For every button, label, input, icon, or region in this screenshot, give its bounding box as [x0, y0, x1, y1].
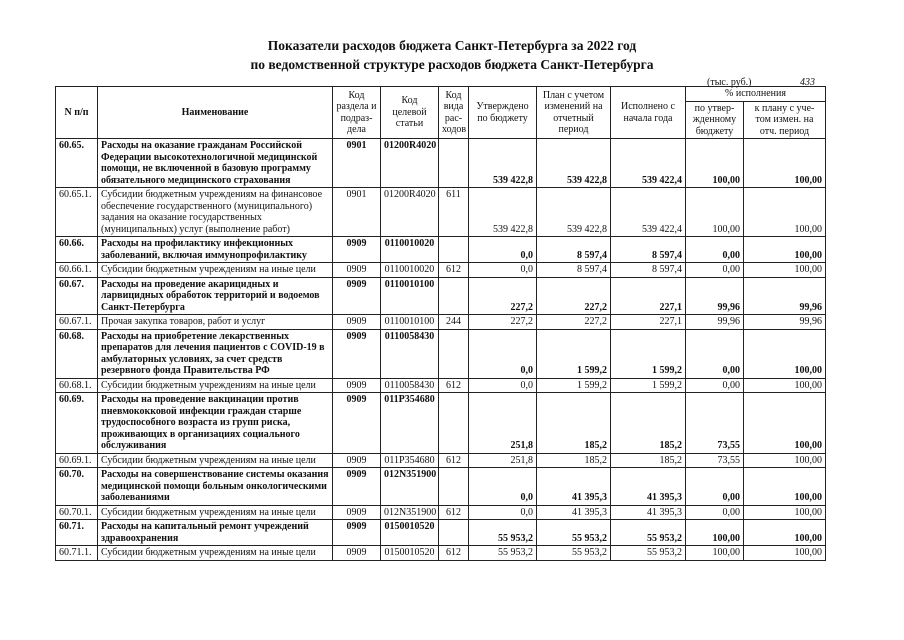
row-plan: 185,2: [537, 393, 611, 454]
header-utv: Утверждено по бюджету: [469, 87, 537, 139]
table-row: [56, 188, 826, 237]
row-plan: 55 953,2: [537, 546, 611, 561]
row-statia: 011P354680: [381, 393, 439, 454]
row-approved: 0,0: [469, 505, 537, 520]
row-plan: 227,2: [537, 315, 611, 330]
row-razdel: 0909: [333, 263, 381, 278]
row-vid: [439, 393, 469, 454]
table-row: [56, 393, 826, 454]
row-statia: 0110010100: [381, 277, 439, 315]
row-approved: 539 422,8: [469, 188, 537, 237]
row-approved: 55 953,2: [469, 520, 537, 546]
row-number: 60.71.1.: [56, 546, 98, 561]
header-plan: План с учетом изменений на отчетный период: [537, 87, 611, 139]
row-name: Расходы на проведение акарицидных и ларвицидных обработок территорий и водоемов Санкт-Петербурга: [98, 277, 333, 315]
row-pct-plan: 100,00: [744, 237, 826, 263]
row-pct-plan: 100,00: [744, 505, 826, 520]
row-pct-approved: 0,00: [686, 505, 744, 520]
table-row: [56, 315, 826, 330]
row-vid: [439, 237, 469, 263]
row-name: Расходы на профилактику инфекционных заболеваний, включая иммунопрофилактику: [98, 237, 333, 263]
row-name: Субсидии бюджетным учреждениям на иные цели: [98, 378, 333, 393]
row-statia: 012N351900: [381, 468, 439, 506]
row-plan: 41 395,3: [537, 468, 611, 506]
row-razdel: 0901: [333, 188, 381, 237]
row-pct-approved: 99,96: [686, 277, 744, 315]
header-razdel: Код раздела и подраз-дела: [333, 87, 381, 139]
row-razdel: 0909: [333, 315, 381, 330]
page-title: Показатели расходов бюджета Санкт-Петербурга за 2022 год: [267, 38, 637, 53]
row-vid: 611: [439, 188, 469, 237]
table-row: [56, 329, 826, 378]
header-isp: Исполнено с начала года: [611, 87, 686, 139]
row-vid: 612: [439, 546, 469, 561]
row-razdel: 0901: [333, 139, 381, 188]
row-executed: 227,1: [611, 277, 686, 315]
row-statia: 0110010020: [381, 263, 439, 278]
row-plan: 1 599,2: [537, 329, 611, 378]
row-pct-plan: 100,00: [744, 188, 826, 237]
row-razdel: 0909: [333, 329, 381, 378]
row-number: 60.70.: [56, 468, 98, 506]
row-approved: 227,2: [469, 277, 537, 315]
page-number: 433: [800, 77, 815, 88]
row-pct-approved: 100,00: [686, 139, 744, 188]
row-pct-plan: 100,00: [744, 263, 826, 278]
row-number: 60.71.: [56, 520, 98, 546]
row-number: 60.65.: [56, 139, 98, 188]
row-pct-plan: 99,96: [744, 315, 826, 330]
row-number: 60.66.1.: [56, 263, 98, 278]
table-row: [56, 468, 826, 506]
row-vid: [439, 468, 469, 506]
row-pct-plan: 99,96: [744, 277, 826, 315]
row-executed: 55 953,2: [611, 520, 686, 546]
row-executed: 185,2: [611, 453, 686, 468]
row-vid: 612: [439, 378, 469, 393]
row-pct-plan: 100,00: [744, 520, 826, 546]
row-executed: 8 597,4: [611, 263, 686, 278]
row-razdel: 0909: [333, 237, 381, 263]
expenses-table: [55, 86, 826, 561]
row-statia: 0150010520: [381, 546, 439, 561]
table-row: [56, 139, 826, 188]
row-vid: [439, 520, 469, 546]
row-number: 60.67.: [56, 277, 98, 315]
row-plan: 539 422,8: [537, 188, 611, 237]
row-executed: 539 422,4: [611, 188, 686, 237]
header-vid: Код вида рас-ходов: [439, 87, 469, 139]
row-name: Субсидии бюджетным учреждениям на иные цели: [98, 263, 333, 278]
row-approved: 227,2: [469, 315, 537, 330]
row-number: 60.70.1.: [56, 505, 98, 520]
row-pct-plan: 100,00: [744, 453, 826, 468]
table-row: [56, 546, 826, 561]
header-pct-utv: по утвер-жденному бюджету: [686, 101, 744, 139]
row-plan: 539 422,8: [537, 139, 611, 188]
row-name: Субсидии бюджетным учреждениям на иные цели: [98, 546, 333, 561]
row-executed: 539 422,4: [611, 139, 686, 188]
row-number: 60.66.: [56, 237, 98, 263]
row-pct-approved: 99,96: [686, 315, 744, 330]
header-name: Наименование: [98, 87, 333, 139]
row-executed: 185,2: [611, 393, 686, 454]
row-pct-plan: 100,00: [744, 378, 826, 393]
table-row: [56, 453, 826, 468]
row-plan: 8 597,4: [537, 263, 611, 278]
row-number: 60.67.1.: [56, 315, 98, 330]
row-pct-approved: 100,00: [686, 520, 744, 546]
header-np: N п/п: [56, 87, 98, 139]
row-name: Субсидии бюджетным учреждениям на финансовое обеспечение государственного (муниципального) задания на оказание государственных (муниципальных) услуг (выполнение работ): [98, 188, 333, 237]
row-statia: 012N351900: [381, 505, 439, 520]
row-statia: 011P354680: [381, 453, 439, 468]
row-executed: 1 599,2: [611, 329, 686, 378]
row-pct-approved: 73,55: [686, 453, 744, 468]
row-vid: [439, 139, 469, 188]
row-pct-approved: 0,00: [686, 378, 744, 393]
row-name: Субсидии бюджетным учреждениям на иные цели: [98, 505, 333, 520]
row-name: Расходы на проведение вакцинации против пневмококковой инфекции граждан старше трудоспособного возраста из групп риска, проживающих в организациях социального обслуживания: [98, 393, 333, 454]
row-number: 60.65.1.: [56, 188, 98, 237]
row-pct-approved: 0,00: [686, 237, 744, 263]
row-name: Расходы на приобретение лекарственных препаратов для лечения пациентов с COVID-19 в амбулаторных условиях, за счет средств резервного фонда Правительства РФ: [98, 329, 333, 378]
row-number: 60.68.1.: [56, 378, 98, 393]
row-approved: 0,0: [469, 237, 537, 263]
row-statia: 01200R4020: [381, 139, 439, 188]
table-row: [56, 520, 826, 546]
row-razdel: 0909: [333, 468, 381, 506]
row-vid: [439, 329, 469, 378]
row-razdel: 0909: [333, 378, 381, 393]
row-name: Субсидии бюджетным учреждениям на иные цели: [98, 453, 333, 468]
row-statia: 0110010100: [381, 315, 439, 330]
header-pct-group: % исполнения: [686, 87, 826, 102]
row-statia: 0110058430: [381, 329, 439, 378]
row-pct-approved: 100,00: [686, 188, 744, 237]
row-razdel: 0909: [333, 505, 381, 520]
row-plan: 227,2: [537, 277, 611, 315]
row-vid: 612: [439, 453, 469, 468]
row-approved: 251,8: [469, 453, 537, 468]
row-approved: 0,0: [469, 263, 537, 278]
table-row: [56, 505, 826, 520]
table-row: [56, 378, 826, 393]
row-pct-plan: 100,00: [744, 329, 826, 378]
page-subtitle: по ведомственной структуре расходов бюджета Санкт-Петербурга: [250, 57, 654, 72]
row-statia: 01200R4020: [381, 188, 439, 237]
row-name: Расходы на совершенствование системы оказания медицинской помощи больным онкологическими заболеваниями: [98, 468, 333, 506]
row-vid: 612: [439, 505, 469, 520]
row-executed: 227,1: [611, 315, 686, 330]
row-pct-plan: 100,00: [744, 393, 826, 454]
row-razdel: 0909: [333, 393, 381, 454]
row-statia: 0150010520: [381, 520, 439, 546]
row-razdel: 0909: [333, 277, 381, 315]
row-name: Расходы на капитальный ремонт учреждений здравоохранения: [98, 520, 333, 546]
row-executed: 8 597,4: [611, 237, 686, 263]
row-approved: 251,8: [469, 393, 537, 454]
row-statia: 0110010020: [381, 237, 439, 263]
row-executed: 41 395,3: [611, 468, 686, 506]
row-statia: 0110058430: [381, 378, 439, 393]
unit-label: (тыс. руб.): [707, 77, 752, 88]
row-number: 60.69.: [56, 393, 98, 454]
header-pct-plan: к плану с уче-том измен. на отч. период: [744, 101, 826, 139]
row-plan: 1 599,2: [537, 378, 611, 393]
table-row: [56, 263, 826, 278]
row-plan: 185,2: [537, 453, 611, 468]
row-pct-plan: 100,00: [744, 546, 826, 561]
row-pct-approved: 0,00: [686, 263, 744, 278]
row-approved: 0,0: [469, 329, 537, 378]
row-plan: 8 597,4: [537, 237, 611, 263]
row-approved: 55 953,2: [469, 546, 537, 561]
row-pct-plan: 100,00: [744, 139, 826, 188]
row-number: 60.68.: [56, 329, 98, 378]
table-row: [56, 277, 826, 315]
row-razdel: 0909: [333, 453, 381, 468]
row-executed: 55 953,2: [611, 546, 686, 561]
row-plan: 55 953,2: [537, 520, 611, 546]
row-executed: 41 395,3: [611, 505, 686, 520]
row-vid: 244: [439, 315, 469, 330]
row-razdel: 0909: [333, 546, 381, 561]
row-name: Прочая закупка товаров, работ и услуг: [98, 315, 333, 330]
row-pct-plan: 100,00: [744, 468, 826, 506]
row-pct-approved: 0,00: [686, 329, 744, 378]
header-statia: Код целевой статьи: [381, 87, 439, 139]
row-number: 60.69.1.: [56, 453, 98, 468]
row-approved: 539 422,8: [469, 139, 537, 188]
row-executed: 1 599,2: [611, 378, 686, 393]
table-row: [56, 237, 826, 263]
row-name: Расходы на оказание гражданам Российской Федерации высокотехнологичной медицинской помощи, не включенной в базовую программу обязательного медицинского страхования: [98, 139, 333, 188]
row-approved: 0,0: [469, 378, 537, 393]
row-plan: 41 395,3: [537, 505, 611, 520]
row-vid: [439, 277, 469, 315]
row-pct-approved: 100,00: [686, 546, 744, 561]
row-vid: 612: [439, 263, 469, 278]
row-approved: 0,0: [469, 468, 537, 506]
row-pct-approved: 73,55: [686, 393, 744, 454]
row-razdel: 0909: [333, 520, 381, 546]
row-pct-approved: 0,00: [686, 468, 744, 506]
